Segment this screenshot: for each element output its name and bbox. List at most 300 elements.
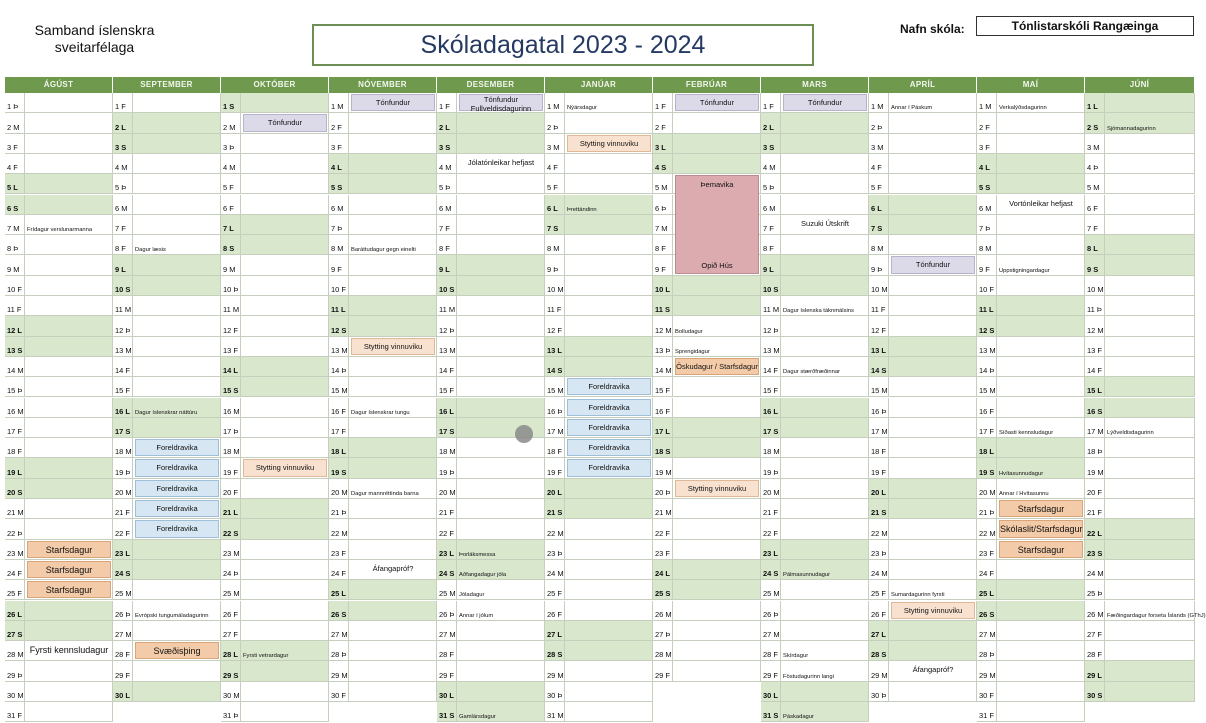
day-cell[interactable] (133, 357, 221, 377)
day-cell[interactable] (997, 702, 1085, 722)
day-cell[interactable] (997, 337, 1085, 357)
day-cell[interactable] (349, 134, 437, 154)
day-cell[interactable] (241, 154, 329, 174)
day-cell[interactable] (457, 377, 545, 397)
day-cell[interactable] (133, 316, 221, 336)
calendar-event[interactable]: Foreldravika (567, 378, 651, 395)
day-cell[interactable] (997, 174, 1085, 194)
day-cell[interactable] (565, 174, 653, 194)
calendar-event[interactable]: Foreldravika (135, 500, 219, 517)
day-cell[interactable] (241, 540, 329, 560)
day-cell[interactable] (349, 641, 437, 661)
day-cell[interactable] (133, 255, 221, 275)
day-cell[interactable] (133, 560, 221, 580)
day-cell[interactable] (349, 296, 437, 316)
day-cell[interactable] (1105, 580, 1195, 600)
day-cell[interactable] (997, 215, 1085, 235)
day-cell[interactable] (889, 276, 977, 296)
day-cell[interactable] (241, 377, 329, 397)
day-cell[interactable] (1105, 235, 1195, 255)
calendar-event[interactable]: Stytting vinnuviku (243, 459, 327, 476)
day-cell[interactable] (25, 276, 113, 296)
day-cell[interactable] (133, 682, 221, 702)
calendar-event[interactable]: Tónfundur Fullveldisdagurinn (459, 94, 543, 111)
day-cell[interactable] (25, 154, 113, 174)
day-cell[interactable] (565, 357, 653, 377)
day-cell[interactable] (889, 174, 977, 194)
day-cell[interactable] (457, 276, 545, 296)
day-cell[interactable] (781, 255, 869, 275)
day-cell[interactable] (349, 316, 437, 336)
day-cell[interactable] (349, 113, 437, 133)
day-cell[interactable] (889, 357, 977, 377)
day-cell[interactable] (1105, 601, 1206, 621)
day-cell[interactable] (349, 276, 437, 296)
calendar-event[interactable]: Tónfundur (243, 114, 327, 131)
day-cell[interactable] (457, 499, 545, 519)
day-cell[interactable] (565, 641, 653, 661)
day-cell[interactable] (1105, 316, 1195, 336)
day-cell[interactable] (349, 438, 437, 458)
day-cell[interactable] (457, 641, 545, 661)
day-cell[interactable] (673, 601, 761, 621)
day-cell[interactable] (133, 398, 221, 418)
day-cell[interactable] (241, 418, 329, 438)
day-cell[interactable] (457, 458, 545, 478)
day-cell[interactable] (133, 580, 221, 600)
day-cell[interactable] (565, 195, 653, 215)
day-cell[interactable] (241, 438, 329, 458)
day-cell[interactable] (457, 195, 545, 215)
day-cell[interactable] (565, 154, 653, 174)
day-cell[interactable] (457, 540, 545, 560)
day-cell[interactable] (241, 337, 329, 357)
day-cell[interactable] (781, 641, 869, 661)
day-cell[interactable] (673, 398, 761, 418)
day-cell[interactable] (1105, 296, 1195, 316)
day-cell[interactable] (781, 519, 869, 539)
day-cell[interactable] (781, 458, 869, 478)
calendar-event[interactable]: Suzuki Útskrift (783, 216, 867, 233)
day-cell[interactable] (781, 479, 869, 499)
day-cell[interactable] (133, 377, 221, 397)
day-cell[interactable] (25, 682, 113, 702)
day-cell[interactable] (889, 215, 977, 235)
day-cell[interactable] (349, 458, 437, 478)
day-cell[interactable] (457, 255, 545, 275)
day-cell[interactable] (565, 661, 653, 681)
day-cell[interactable] (241, 601, 329, 621)
day-cell[interactable] (889, 458, 977, 478)
day-cell[interactable] (349, 479, 437, 499)
day-cell[interactable] (673, 337, 761, 357)
day-cell[interactable] (781, 418, 869, 438)
day-cell[interactable] (1105, 499, 1195, 519)
day-cell[interactable] (781, 540, 869, 560)
day-cell[interactable] (241, 195, 329, 215)
day-cell[interactable] (889, 337, 977, 357)
calendar-event[interactable]: Stytting vinnuviku (675, 480, 759, 497)
day-cell[interactable] (1105, 540, 1195, 560)
day-cell[interactable] (241, 479, 329, 499)
day-cell[interactable] (673, 499, 761, 519)
day-cell[interactable] (349, 540, 437, 560)
day-cell[interactable] (241, 276, 329, 296)
day-cell[interactable] (565, 235, 653, 255)
day-cell[interactable] (997, 560, 1085, 580)
day-cell[interactable] (349, 235, 437, 255)
day-cell[interactable] (997, 357, 1085, 377)
day-cell[interactable] (781, 377, 869, 397)
day-cell[interactable] (25, 174, 113, 194)
day-cell[interactable] (565, 682, 653, 702)
day-cell[interactable] (565, 479, 653, 499)
day-cell[interactable] (673, 661, 761, 681)
day-cell[interactable] (565, 93, 653, 113)
calendar-event[interactable]: Starfsdagur (999, 500, 1083, 517)
calendar-event[interactable]: Foreldravika (135, 480, 219, 497)
day-cell[interactable] (673, 641, 761, 661)
day-cell[interactable] (1105, 195, 1195, 215)
day-cell[interactable] (457, 702, 545, 722)
day-cell[interactable] (25, 499, 113, 519)
calendar-event[interactable]: Stytting vinnuviku (891, 602, 975, 619)
day-cell[interactable] (565, 296, 653, 316)
day-cell[interactable] (241, 580, 329, 600)
day-cell[interactable] (133, 418, 221, 438)
day-cell[interactable] (997, 601, 1085, 621)
calendar-event[interactable]: Vortónleikar hefjast (999, 196, 1083, 213)
calendar-event[interactable]: Foreldravika (567, 459, 651, 476)
school-name-field[interactable]: Tónlistarskóli Rangæinga (976, 16, 1194, 36)
day-cell[interactable] (889, 316, 977, 336)
day-cell[interactable] (781, 621, 869, 641)
day-cell[interactable] (781, 661, 869, 681)
calendar-event[interactable]: Svæðisþing (135, 642, 219, 659)
day-cell[interactable] (457, 357, 545, 377)
day-cell[interactable] (997, 458, 1085, 478)
day-cell[interactable] (781, 601, 869, 621)
day-cell[interactable] (349, 377, 437, 397)
day-cell[interactable] (25, 134, 113, 154)
day-cell[interactable] (1105, 255, 1195, 275)
day-cell[interactable] (1105, 682, 1195, 702)
day-cell[interactable] (457, 682, 545, 702)
day-cell[interactable] (565, 580, 653, 600)
day-cell[interactable] (349, 601, 437, 621)
day-cell[interactable] (889, 398, 977, 418)
day-cell[interactable] (889, 296, 977, 316)
day-cell[interactable] (241, 255, 329, 275)
day-cell[interactable] (349, 255, 437, 275)
day-cell[interactable] (889, 641, 977, 661)
day-cell[interactable] (133, 621, 221, 641)
day-cell[interactable] (1105, 113, 1195, 133)
day-cell[interactable] (889, 438, 977, 458)
day-cell[interactable] (997, 682, 1085, 702)
day-cell[interactable] (889, 154, 977, 174)
day-cell[interactable] (457, 661, 545, 681)
calendar-event[interactable]: Stytting vinnuviku (567, 135, 651, 152)
day-cell[interactable] (781, 702, 869, 722)
calendar-event[interactable]: Fyrsti kennsludagur (27, 642, 111, 659)
day-cell[interactable] (349, 154, 437, 174)
day-cell[interactable] (25, 398, 113, 418)
day-cell[interactable] (781, 174, 869, 194)
day-cell[interactable] (889, 580, 977, 600)
calendar-event[interactable]: Foreldravika (567, 399, 651, 416)
day-cell[interactable] (1105, 377, 1195, 397)
calendar-event[interactable]: Foreldravika (567, 419, 651, 436)
day-cell[interactable] (565, 215, 653, 235)
day-cell[interactable] (457, 113, 545, 133)
day-cell[interactable] (997, 661, 1085, 681)
day-cell[interactable] (133, 601, 221, 621)
day-cell[interactable] (565, 702, 653, 722)
day-cell[interactable] (889, 560, 977, 580)
day-cell[interactable] (1105, 276, 1195, 296)
day-cell[interactable] (133, 661, 221, 681)
day-cell[interactable] (565, 560, 653, 580)
day-cell[interactable] (25, 255, 113, 275)
day-cell[interactable] (565, 621, 653, 641)
day-cell[interactable] (457, 316, 545, 336)
day-cell[interactable] (673, 154, 761, 174)
calendar-event[interactable]: Foreldravika (135, 520, 219, 537)
calendar-event[interactable]: Öskudagur / Starfsdagur (675, 358, 759, 375)
day-cell[interactable] (349, 195, 437, 215)
day-cell[interactable] (781, 499, 869, 519)
day-cell[interactable] (133, 195, 221, 215)
day-cell[interactable] (997, 154, 1085, 174)
day-cell[interactable] (1105, 337, 1195, 357)
day-cell[interactable] (889, 195, 977, 215)
day-cell[interactable] (889, 621, 977, 641)
day-cell[interactable] (889, 682, 977, 702)
day-cell[interactable] (25, 337, 113, 357)
day-cell[interactable] (241, 661, 329, 681)
day-cell[interactable] (1105, 154, 1195, 174)
calendar-event[interactable]: Áfangapróf? (351, 561, 435, 578)
day-cell[interactable] (781, 113, 869, 133)
calendar-event[interactable]: Foreldravika (567, 439, 651, 456)
day-cell[interactable] (241, 296, 329, 316)
day-cell[interactable] (565, 601, 653, 621)
calendar-event[interactable]: Stytting vinnuviku (351, 338, 435, 355)
day-cell[interactable] (25, 296, 113, 316)
day-cell[interactable] (781, 134, 869, 154)
day-cell[interactable] (673, 134, 761, 154)
day-cell[interactable] (673, 560, 761, 580)
day-cell[interactable] (565, 316, 653, 336)
day-cell[interactable] (1105, 418, 1195, 438)
day-cell[interactable] (241, 316, 329, 336)
day-cell[interactable] (241, 641, 329, 661)
day-cell[interactable] (565, 519, 653, 539)
day-cell[interactable] (133, 296, 221, 316)
day-cell[interactable] (1105, 134, 1195, 154)
day-cell[interactable] (349, 174, 437, 194)
day-cell[interactable] (997, 398, 1085, 418)
day-cell[interactable] (1105, 621, 1195, 641)
day-cell[interactable] (349, 682, 437, 702)
day-cell[interactable] (997, 418, 1085, 438)
day-cell[interactable] (1105, 479, 1195, 499)
day-cell[interactable] (565, 255, 653, 275)
day-cell[interactable] (565, 337, 653, 357)
day-cell[interactable] (889, 418, 977, 438)
day-cell[interactable] (133, 215, 221, 235)
day-cell[interactable] (673, 519, 761, 539)
day-cell[interactable] (1105, 357, 1195, 377)
day-cell[interactable] (997, 641, 1085, 661)
day-cell[interactable] (889, 235, 977, 255)
day-cell[interactable] (457, 580, 545, 600)
calendar-event[interactable]: Starfsdagur (27, 561, 111, 578)
day-cell[interactable] (781, 296, 869, 316)
day-cell[interactable] (673, 438, 761, 458)
day-cell[interactable] (25, 215, 113, 235)
day-cell[interactable] (997, 621, 1085, 641)
day-cell[interactable] (565, 113, 653, 133)
day-cell[interactable] (781, 560, 869, 580)
day-cell[interactable] (1105, 93, 1195, 113)
day-cell[interactable] (1105, 519, 1195, 539)
day-cell[interactable] (25, 93, 113, 113)
day-cell[interactable] (133, 235, 221, 255)
day-cell[interactable] (889, 134, 977, 154)
calendar-event[interactable]: Tónfundur (675, 94, 759, 111)
day-cell[interactable] (889, 479, 977, 499)
day-cell[interactable] (1105, 438, 1195, 458)
day-cell[interactable] (241, 174, 329, 194)
day-cell[interactable] (241, 499, 329, 519)
day-cell[interactable] (457, 438, 545, 458)
day-cell[interactable] (565, 499, 653, 519)
day-cell[interactable] (25, 519, 113, 539)
day-cell[interactable] (997, 235, 1085, 255)
day-cell[interactable] (889, 377, 977, 397)
calendar-event[interactable]: Foreldravika (135, 439, 219, 456)
day-cell[interactable] (241, 357, 329, 377)
day-cell[interactable] (349, 580, 437, 600)
day-cell[interactable] (25, 195, 113, 215)
day-cell[interactable] (25, 479, 113, 499)
day-cell[interactable] (241, 682, 329, 702)
day-cell[interactable] (25, 458, 113, 478)
calendar-event[interactable]: Starfsdagur (27, 581, 111, 598)
day-cell[interactable] (25, 661, 113, 681)
day-cell[interactable] (457, 398, 545, 418)
day-cell[interactable] (1105, 560, 1195, 580)
day-cell[interactable] (457, 560, 545, 580)
day-cell[interactable] (997, 438, 1085, 458)
day-cell[interactable] (889, 113, 977, 133)
day-cell[interactable] (25, 418, 113, 438)
calendar-event[interactable]: Foreldravika (135, 459, 219, 476)
day-cell[interactable] (889, 93, 977, 113)
day-cell[interactable] (997, 255, 1085, 275)
day-cell[interactable] (781, 357, 869, 377)
day-cell[interactable] (673, 113, 761, 133)
day-cell[interactable] (349, 398, 437, 418)
day-cell[interactable] (457, 174, 545, 194)
calendar-event[interactable]: Tónfundur (783, 94, 867, 111)
day-cell[interactable] (997, 93, 1085, 113)
day-cell[interactable] (133, 134, 221, 154)
day-cell[interactable] (133, 113, 221, 133)
day-cell[interactable] (241, 519, 329, 539)
day-cell[interactable] (25, 621, 113, 641)
day-cell[interactable] (25, 601, 113, 621)
day-cell[interactable] (673, 316, 761, 336)
day-cell[interactable] (1105, 458, 1195, 478)
day-cell[interactable] (349, 357, 437, 377)
day-cell[interactable] (781, 438, 869, 458)
calendar-event[interactable] (675, 175, 759, 274)
day-cell[interactable] (565, 276, 653, 296)
day-cell[interactable] (1105, 215, 1195, 235)
day-cell[interactable] (1105, 661, 1195, 681)
day-cell[interactable] (673, 621, 761, 641)
day-cell[interactable] (133, 276, 221, 296)
day-cell[interactable] (349, 215, 437, 235)
day-cell[interactable] (241, 93, 329, 113)
day-cell[interactable] (25, 438, 113, 458)
day-cell[interactable] (25, 702, 113, 722)
day-cell[interactable] (997, 296, 1085, 316)
day-cell[interactable] (457, 215, 545, 235)
day-cell[interactable] (349, 661, 437, 681)
day-cell[interactable] (457, 337, 545, 357)
day-cell[interactable] (241, 560, 329, 580)
day-cell[interactable] (673, 540, 761, 560)
day-cell[interactable] (25, 357, 113, 377)
day-cell[interactable] (25, 235, 113, 255)
day-cell[interactable] (457, 601, 545, 621)
calendar-event[interactable]: Starfsdagur (999, 541, 1083, 558)
day-cell[interactable] (673, 580, 761, 600)
day-cell[interactable] (241, 621, 329, 641)
day-cell[interactable] (241, 215, 329, 235)
day-cell[interactable] (25, 316, 113, 336)
day-cell[interactable] (781, 316, 869, 336)
day-cell[interactable] (997, 377, 1085, 397)
calendar-event[interactable]: Tónfundur (351, 94, 435, 111)
day-cell[interactable] (349, 499, 437, 519)
day-cell[interactable] (673, 377, 761, 397)
day-cell[interactable] (457, 519, 545, 539)
day-cell[interactable] (457, 621, 545, 641)
day-cell[interactable] (889, 540, 977, 560)
day-cell[interactable] (349, 519, 437, 539)
day-cell[interactable] (457, 296, 545, 316)
day-cell[interactable] (781, 235, 869, 255)
day-cell[interactable] (133, 154, 221, 174)
day-cell[interactable] (673, 458, 761, 478)
day-cell[interactable] (673, 276, 761, 296)
day-cell[interactable] (241, 702, 329, 722)
day-cell[interactable] (241, 134, 329, 154)
day-cell[interactable] (1105, 174, 1195, 194)
day-cell[interactable] (565, 540, 653, 560)
calendar-event[interactable]: Starfsdagur (27, 541, 111, 558)
calendar-event[interactable]: Skólaslit/Starfsdagur (999, 520, 1083, 537)
day-cell[interactable] (997, 113, 1085, 133)
day-cell[interactable] (781, 337, 869, 357)
calendar-event[interactable]: Áfangapróf? (891, 662, 975, 679)
day-cell[interactable] (349, 621, 437, 641)
